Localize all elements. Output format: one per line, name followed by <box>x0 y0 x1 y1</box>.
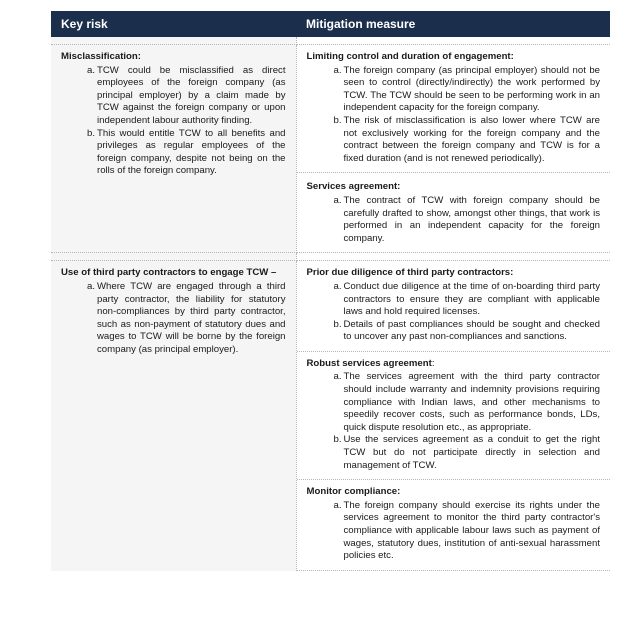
table-row <box>51 261 610 571</box>
list-text: The foreign company (as principal employer) should not be seen to control (directly/indirectly) the work performed by TCW. The TCW should be seen to be performing work in an independent capacity for the foreign company. <box>343 64 600 114</box>
list-item <box>307 281 601 319</box>
list-marker: b. <box>333 114 342 126</box>
risk-list <box>61 65 286 178</box>
measure-title-suffix: : <box>431 357 435 369</box>
list-marker: b. <box>86 127 95 139</box>
header-spacer-row <box>51 37 610 45</box>
list-marker: a. <box>333 371 342 383</box>
measure-block <box>297 261 611 351</box>
list-marker: a. <box>333 280 342 292</box>
risk-table-container <box>51 11 610 571</box>
measure-block <box>297 479 611 571</box>
list-text: The contract of TCW with foreign company should be carefully drafted to show, amongst other things, that work is performed in an independent capacity for the foreign company. <box>343 194 600 244</box>
list-marker: a. <box>86 64 95 76</box>
list-item <box>307 319 601 344</box>
measure-title <box>307 358 601 371</box>
measure-block <box>297 45 611 172</box>
measure-list <box>307 500 601 563</box>
measure-block <box>297 172 611 252</box>
risk-title: Use of third party contractors to engage TCW – <box>61 267 277 279</box>
mitigation-cell <box>296 45 610 253</box>
list-text: The services agreement with the third party contractor should include warranty and indemnity provisions requiring compliance with Indian laws, and other mechanisms to speedily recover costs, such as performance bonds, LDs, quick dispute resolution etc., as appropriate. <box>343 371 600 433</box>
list-marker: b. <box>333 434 342 446</box>
list-text: Conduct due diligence at the time of on-boarding third party contractors to ensure they are compliant with applicable laws and hold required licenses. <box>343 280 600 318</box>
list-item <box>307 65 601 115</box>
measure-title-text: Robust services agreement <box>306 357 432 369</box>
list-item <box>61 65 286 128</box>
list-text: Details of past compliances should be sought and checked to uncover any past non-compliances and sanctions. <box>343 318 600 343</box>
list-item <box>61 128 286 178</box>
list-marker: b. <box>333 318 342 330</box>
measure-block <box>297 351 611 479</box>
measure-title: Prior due diligence of third party contractors: <box>306 267 514 279</box>
risk-mitigation-table <box>51 11 610 571</box>
table-row <box>51 45 610 253</box>
list-item <box>307 371 601 434</box>
risk-title: Misclassification: <box>61 51 141 62</box>
list-item <box>307 195 601 245</box>
key-risk-cell <box>51 45 296 253</box>
key-risk-cell <box>51 261 296 571</box>
list-marker: a. <box>333 499 342 511</box>
list-text: Where TCW are engaged through a third party contractor, the liability for statutory non-compliances by third party contractor, such as non-payment of statutory dues and wages to TCW will be borne by the foreign company (as principal employer). <box>97 280 286 355</box>
list-marker: a. <box>86 280 95 292</box>
row-spacer <box>51 253 610 261</box>
list-text: TCW could be misclassified as direct employees of the foreign company (as principal employer) by a claim made by TCW against the foreign company or upon independent labour authority finding. <box>97 64 286 126</box>
measure-list <box>307 371 601 472</box>
risk-list <box>61 281 286 357</box>
list-text: Use the services agreement as a conduit to get the right TCW but do not participate directly in selection and management of TCW. <box>343 434 600 471</box>
list-item <box>61 281 286 357</box>
measure-list <box>307 65 601 166</box>
measure-list <box>307 195 601 245</box>
list-marker: a. <box>333 64 342 76</box>
mitigation-cell <box>296 261 610 571</box>
measure-title: Services agreement: <box>306 181 401 193</box>
risk-block <box>51 45 296 185</box>
list-item <box>307 115 601 165</box>
header-key-risk: Key risk <box>51 11 296 37</box>
list-text: The risk of misclassification is also lower where TCW are not exclusively working for the foreign company and the contract between the foreign company and TCW is for a fixed duration (and is not renewed periodically). <box>343 114 600 164</box>
table-header-row <box>51 11 610 37</box>
header-mitigation-measure: Mitigation measure <box>296 11 610 37</box>
measure-title: Monitor compliance: <box>306 486 401 498</box>
list-item <box>307 434 601 472</box>
list-text: This would entitle TCW to all benefits and privileges as regular employees of the foreign company, despite not being on the rolls of the foreign company. <box>97 127 286 177</box>
measure-title: Limiting control and duration of engagement: <box>306 51 514 62</box>
list-text: The foreign company should exercise its rights under the services agreement to monitor the third party contractor's compliance with applicable labour laws such as payment of wages, statutory dues, institution of anti-sexual harassment policies etc. <box>343 499 600 562</box>
measure-list <box>307 281 601 344</box>
list-item <box>307 500 601 563</box>
risk-block <box>51 261 296 363</box>
list-marker: a. <box>333 194 342 206</box>
